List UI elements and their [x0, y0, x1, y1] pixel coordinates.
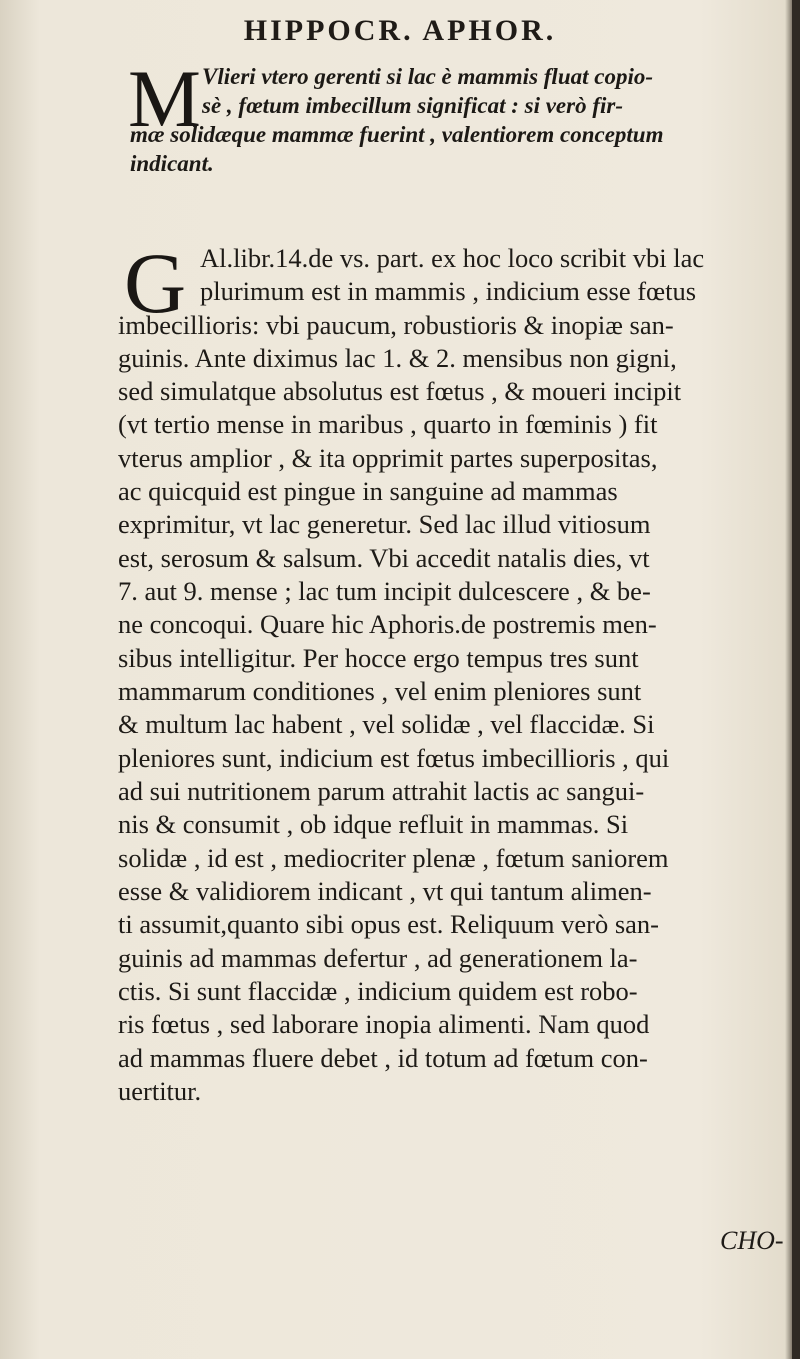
aphorism-line: indicant.	[130, 151, 214, 176]
page-edge-shadow	[792, 0, 800, 1359]
commentary-line: ris fœtus , sed laborare inopia alimenti. Nam quod	[118, 1009, 650, 1039]
commentary-line: exprimitur, vt lac generetur. Sed lac illud vitiosum	[118, 509, 651, 539]
commentary-line: sed simulatque absolutus est fœtus , & moueri incipit	[118, 376, 682, 406]
commentary-line: ne concoqui. Quare hic Aphoris.de postremis men-	[118, 609, 657, 639]
commentary-line: esse & validiorem indicant , vt qui tantum alimen-	[118, 876, 652, 906]
commentary-line: nis & consumit , ob idque refluit in mammas. Si	[118, 809, 629, 839]
commentary-line: solidæ , id est , mediocriter plenæ , fœtum saniorem	[118, 843, 669, 873]
aphorism-initial: M	[128, 53, 201, 144]
commentary-line: ti assumit,quanto sibi opus est. Reliquum verò san-	[118, 909, 659, 939]
commentary-line: pleniores sunt, indicium est fœtus imbecillioris , qui	[118, 743, 670, 773]
commentary-line: vterus amplior , & ita opprimit partes superpositas,	[118, 443, 658, 473]
commentary-line: imbecillioris: vbi paucum, robustioris & inopiæ san-	[118, 310, 674, 340]
commentary-line: 7. aut 9. mense ; lac tum incipit dulcescere , & be-	[118, 576, 651, 606]
commentary-line: & multum lac habent , vel solidæ , vel flaccidæ. Si	[118, 709, 655, 739]
commentary-line: sibus intelligitur. Per hocce ergo tempus tres sunt	[118, 643, 639, 673]
commentary-line: ac quicquid est pingue in sanguine ad mammas	[118, 476, 618, 506]
commentary-initial: G	[124, 235, 187, 331]
aphorism-line: mæ solidæque mammæ fuerint , valentiorem conceptum	[130, 122, 664, 147]
commentary-line: est, serosum & salsum. Vbi accedit natalis dies, vt	[118, 543, 650, 573]
commentary-line: (vt tertio mense in maribus , quarto in fœminis ) fit	[118, 409, 658, 439]
commentary-line: mammarum conditiones , vel enim pleniores sunt	[118, 676, 642, 706]
running-head: HIPPOCR. APHOR.	[243, 14, 557, 47]
aphorism-line: Vlieri vtero gerenti si lac è mammis fluat copio-	[202, 64, 654, 89]
commentary-line: uertitur.	[118, 1076, 202, 1106]
commentary-line: Al.libr.14.de vs. part. ex hoc loco scribit vbi lac	[200, 243, 705, 273]
commentary-line: ad mammas fluere debet , id totum ad fœtum con-	[118, 1043, 648, 1073]
commentary-line: guinis ad mammas defertur , ad generationem la-	[118, 943, 638, 973]
commentary-line: ad sui nutritionem parum attrahit lactis ac sangui-	[118, 776, 645, 806]
aphorism-line: sè , fœtum imbecillum significat : si verò fir-	[202, 93, 623, 118]
commentary-line: plurimum est in mammis , indicium esse fœtus	[200, 276, 697, 306]
commentary-line: ctis. Si sunt flaccidæ , indicium quidem est robo-	[118, 976, 638, 1006]
commentary-line: guinis. Ante diximus lac 1. & 2. mensibus non gigni,	[118, 343, 677, 373]
catchword: CHO-	[720, 1226, 784, 1255]
